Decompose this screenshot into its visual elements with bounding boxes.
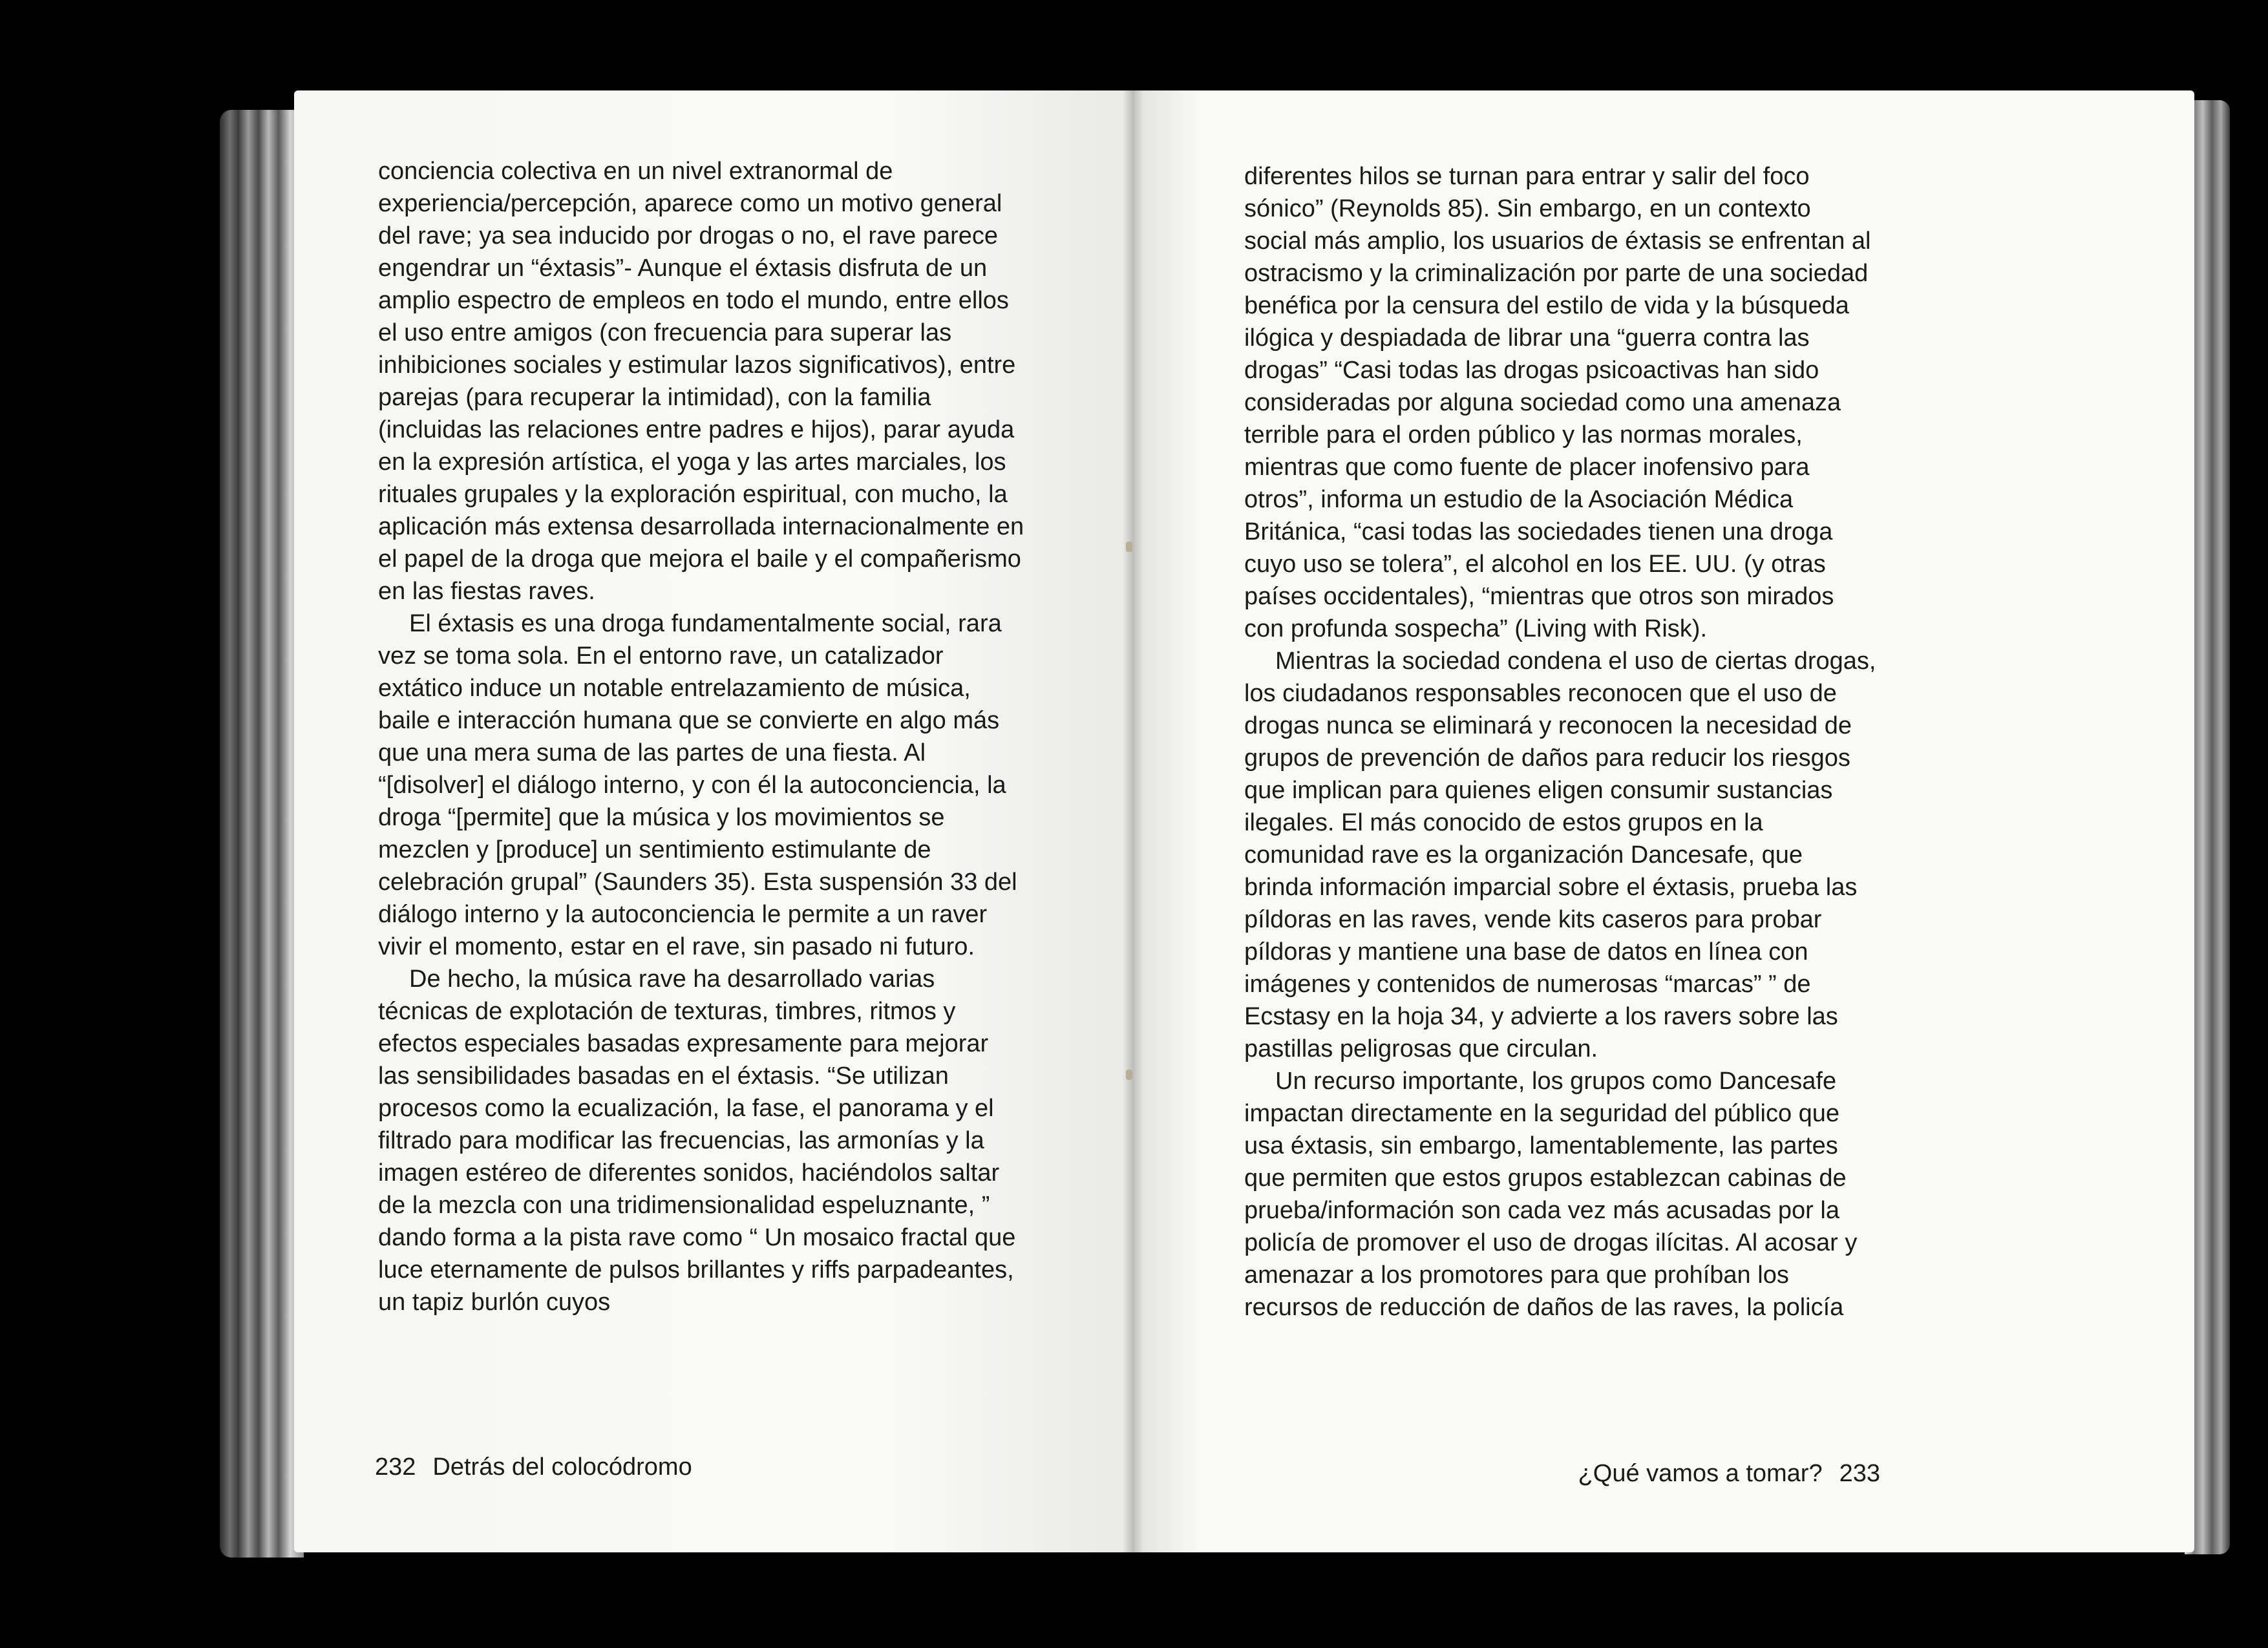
running-title: ¿Qué vamos a tomar?	[1578, 1460, 1823, 1487]
page-edges-left	[220, 110, 304, 1558]
paragraph: conciencia colectiva en un nivel extranormal de experiencia/percepción, aparece como un motivo general del rave; ya sea inducido por drogas o no, el rave parece engendrar un “éxtasis”- Aunque el éxtasis disfruta de un amplio espectro de empleos en todo el mundo, entre ellos el uso entre amigos (con frecuencia para superar las inhibiciones sociales y estimular lazos significativos), entre parejas (para recuperar la intimidad), con la familia (incluidas las relaciones entre padres e hijos), parar ayuda en la expresión artística, el yoga y las artes marciales, los rituales grupales y la exploración espiritual, con mucho, la aplicación más extensa desarrollada internacionalmente en el papel de la droga que mejora el baile y el compañerismo en las fiestas raves.	[378, 158, 1024, 605]
binding-stitch	[1126, 1070, 1132, 1080]
page-number: 233	[1839, 1460, 1880, 1487]
paragraph: De hecho, la música rave ha desarrollado varias técnicas de explotación de texturas, timbres, ritmos y efectos especiales basadas expresamente para mejorar las sensibilidades basadas en el éxtasis. “Se utilizan procesos como la ecualización, la fase, el panorama y el filtrado para modificar las frecuencias, las armonías y la imagen estéreo de diferentes sonidos, haciéndolos saltar de la mezcla con una tridimensionalidad espeluznante, ” dando forma a la pista rave como “ Un mosaico fractal que luce eternamente de pulsos brillantes y riffs parpadeantes, un tapiz burlón cuyos	[378, 966, 1016, 1316]
paragraph: El éxtasis es una droga fundamentalmente social, rara vez se toma sola. En el entorno rave, un catalizador extático induce un notable entrelazamiento de música, baile e interacción humana que se convierte en algo más que una mera suma de las partes de una fiesta. Al “[disolver] el diálogo interno, y con él la autoconciencia, la droga “[permite] que la música y los movimientos se mezclen y [produce] un sentimiento estimulante de celebración grupal” (Saunders 35). Esta suspensión 33 del diálogo interno y la autoconciencia le permite a un raver vivir el momento, estar en el rave, sin pasado ni futuro.	[378, 610, 1017, 960]
page-number: 232	[375, 1453, 416, 1481]
book-gutter	[1123, 90, 1143, 1552]
running-title: Detrás del colocódromo	[432, 1453, 692, 1481]
binding-stitch	[1126, 542, 1132, 552]
right-page-footer	[1578, 1457, 1880, 1490]
paragraph: Un recurso importante, los grupos como Dancesafe impactan directamente en la seguridad del público que usa éxtasis, sin embargo, lamentablemente, las partes que permiten que estos grupos establezcan cabinas de prueba/información son cada vez más acusadas por la policía de promover el uso de drogas ilícitas. Al acosar y amenazar a los promotores para que prohíban los recursos de reducción de daños de las raves, la policía	[1244, 1068, 1858, 1321]
left-page-footer	[375, 1451, 692, 1483]
left-page-body	[378, 155, 1024, 1318]
right-page-body	[1244, 160, 1878, 1324]
paragraph: diferentes hilos se turnan para entrar y salir del foco sónico” (Reynolds 85). Sin embargo, en un contexto social más amplio, los usuarios de éxtasis se enfrentan al ostracismo y la criminalización por parte de una sociedad benéfica por la censura del estilo de vida y la búsqueda ilógica y despiadada de librar una “guerra contra las drogas” “Casi todas las drogas psicoactivas han sido consideradas por alguna sociedad como una amenaza terrible para el orden público y las normas morales, mientras que como fuente de placer inofensivo para otros”, informa un estudio de la Asociación Médica Británica, “casi todas las sociedades tienen una droga cuyo uso se tolera”, el alcohol en los EE. UU. (y otras países occidentales), “mientras que otros son mirados con profunda sospecha” (Living with Risk).	[1244, 163, 1871, 642]
paragraph: Mientras la sociedad condena el uso de ciertas drogas, los ciudadanos responsables reconocen que el uso de drogas nunca se eliminará y reconocen la necesidad de grupos de prevención de daños para reducir los riesgos que implican para quienes eligen consumir sustancias ilegales. El más conocido de estos grupos en la comunidad rave es la organización Dancesafe, que brinda información imparcial sobre el éxtasis, prueba las píldoras en las raves, vende kits caseros para probar píldoras y mantiene una base de datos en línea con imágenes y contenidos de numerosas “marcas” ” de Ecstasy en la hoja 34, y advierte a los ravers sobre las pastillas peligrosas que circulan.	[1244, 648, 1876, 1062]
